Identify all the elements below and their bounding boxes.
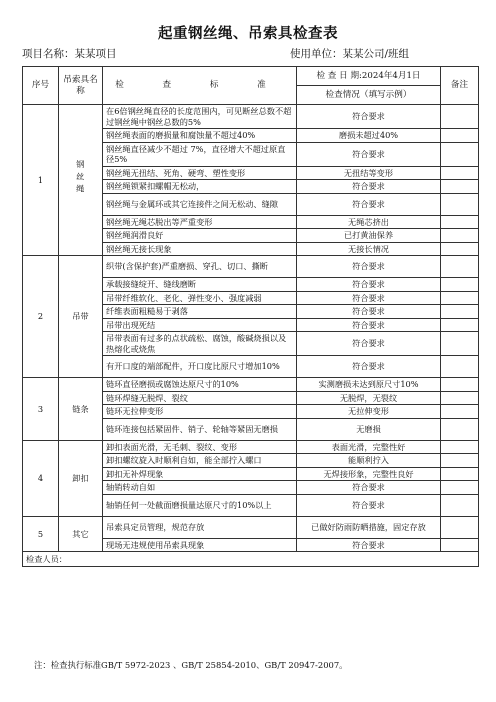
standard-cell: 吊带出现死结: [103, 318, 297, 332]
group-name-label: 钢丝绳: [75, 160, 86, 198]
group-name-label: 其它: [72, 528, 89, 539]
header-name: 吊索具名称: [59, 67, 103, 105]
standard-cell: 吊索具定员管理，规范存放: [103, 516, 297, 538]
standard-cell: 链环焊缝无脱焊、裂纹: [103, 391, 297, 405]
standard-cell: 纤维表面粗糙易于剥落: [103, 305, 297, 319]
remark-cell: [441, 318, 479, 332]
remark-cell: [441, 242, 479, 256]
inspector-label: 检查人员：: [23, 552, 479, 567]
remark-cell: [441, 229, 479, 243]
header-row: [23, 67, 479, 86]
standard-cell: 钢丝绳无接长现象: [103, 242, 297, 256]
result-cell: 符合要求: [297, 105, 441, 129]
project-name: 项目名称：某某项目: [22, 48, 117, 60]
remark-cell: [441, 516, 479, 538]
header-remark: 备注: [441, 67, 479, 105]
standard-cell: 在6倍钢丝绳直径的长度范围内，可见断丝总数不超过钢丝绳中钢丝总数的5%: [103, 105, 297, 129]
result-cell: 表面光滑，完整性好: [297, 440, 441, 454]
standard-cell: 钢丝绳直径减少不超过 7%，直径增大不超过原直径5%: [103, 142, 297, 166]
header-seq: 序号: [23, 67, 59, 105]
header-standard-label: 检 查 标 准: [115, 80, 284, 91]
standard-cell: 卸扣表面光滑，无毛刺、裂纹、变形: [103, 440, 297, 454]
result-cell: 能顺利拧入: [297, 454, 441, 468]
result-cell: 符合要求: [297, 278, 441, 292]
standard-cell: 钢丝绳润滑良好: [103, 229, 297, 243]
remark-cell: [441, 356, 479, 378]
standard-cell: 钢丝绳表面的磨损量和腐蚀量不超过40%: [103, 129, 297, 143]
table-body: [23, 67, 479, 552]
inspector-row: [23, 552, 479, 567]
result-cell: 无脱焊，无裂纹: [297, 391, 441, 405]
group-name-label: 卸扣: [72, 472, 89, 483]
standard-cell: 链环无拉伸变形: [103, 405, 297, 419]
result-cell: 符合要求: [297, 291, 441, 305]
group-name: [59, 378, 103, 441]
result-cell: 符合要求: [297, 142, 441, 166]
group-number: 1: [23, 105, 59, 256]
standard-cell: 卸扣无补焊现象: [103, 467, 297, 481]
remark-cell: [441, 256, 479, 278]
result-cell: 符合要求: [297, 180, 441, 194]
standard-cell: 织带(含保护套)严重磨损、穿孔、切口、撕断: [103, 256, 297, 278]
remark-cell: [441, 105, 479, 129]
remark-cell: [441, 418, 479, 440]
result-cell: 符合要求: [297, 356, 441, 378]
standard-cell: 钢丝绳与金属环或其它连接件之间无松动、缝隙: [103, 193, 297, 215]
remark-cell: [441, 391, 479, 405]
remark-cell: [441, 494, 479, 516]
standard-cell: 现场无违规使用吊索具现象: [103, 538, 297, 552]
header-status: 检查情况（填写示例）: [297, 86, 441, 105]
result-cell: 无磨损: [297, 418, 441, 440]
remark-cell: [441, 129, 479, 143]
result-cell: 符合要求: [297, 318, 441, 332]
group-name: [59, 256, 103, 378]
table-row: [23, 378, 479, 392]
group-name: [59, 105, 103, 256]
result-cell: 符合要求: [297, 481, 441, 495]
remark-cell: [441, 440, 479, 454]
group-name-label: 链条: [72, 403, 89, 414]
group-number: 4: [23, 440, 59, 516]
standard-cell: 链环连接包括紧固件、销子、轮轴等紧固无磨损: [103, 418, 297, 440]
header-date: 检 查 日 期:2024年4月1日: [297, 67, 441, 86]
result-cell: 已做好防雨防晒措施，固定存放: [297, 516, 441, 538]
user-unit: 使用单位：某某公司/班组: [290, 48, 410, 60]
result-cell: 磨损未超过40%: [297, 129, 441, 143]
result-cell: 无扭结等变形: [297, 166, 441, 180]
result-cell: 符合要求: [297, 332, 441, 356]
result-cell: 符合要求: [297, 193, 441, 215]
result-cell: 符合要求: [297, 494, 441, 516]
standard-cell: 轴销转动自如: [103, 481, 297, 495]
table-row: [23, 256, 479, 278]
group-number: 5: [23, 516, 59, 552]
standard-cell: 承载接缝绽开、缝线磨断: [103, 278, 297, 292]
remark-cell: [441, 405, 479, 419]
remark-cell: [441, 215, 479, 229]
result-cell: 已打黄油保养: [297, 229, 441, 243]
remark-cell: [441, 142, 479, 166]
group-name: [59, 516, 103, 552]
remark-cell: [441, 166, 479, 180]
standard-cell: 链环直径磨损或腐蚀达原尺寸的10%: [103, 378, 297, 392]
remark-cell: [441, 291, 479, 305]
group-name-label: 吊带: [72, 311, 89, 322]
standard-cell: 吊带表面有过多的点状疏松、腐蚀，酸碱烧损以及热熔化或烧焦: [103, 332, 297, 356]
page-title: 起重钢丝绳、吊索具检查表: [158, 26, 338, 42]
result-cell: 符合要求: [297, 538, 441, 552]
table-row: [23, 516, 479, 538]
result-cell: 无拉伸变形: [297, 405, 441, 419]
remark-cell: [441, 481, 479, 495]
standard-cell: 吊带纤维软化、老化、弹性变小、强度减弱: [103, 291, 297, 305]
standard-cell: 钢丝绳无扭结、死角、硬弯、塑性变形: [103, 166, 297, 180]
standard-cell: 钢丝绳无绳芯脱出等严重变形: [103, 215, 297, 229]
remark-cell: [441, 193, 479, 215]
remark-cell: [441, 454, 479, 468]
remark-cell: [441, 305, 479, 319]
result-cell: 无绳芯挤出: [297, 215, 441, 229]
footnote: 注：检查执行标准GB/T 5972-2023 、GB/T 25854-2010、GB/T 20947-2007。: [34, 660, 348, 670]
group-number: 2: [23, 256, 59, 378]
remark-cell: [441, 467, 479, 481]
remark-cell: [441, 378, 479, 392]
table-row: [23, 440, 479, 454]
group-name: [59, 440, 103, 516]
header-standard: [103, 67, 297, 105]
remark-cell: [441, 538, 479, 552]
result-cell: 无接长情况: [297, 242, 441, 256]
remark-cell: [441, 332, 479, 356]
result-cell: 符合要求: [297, 305, 441, 319]
standard-cell: 有开口度的端部配件，开口度比原尺寸增加10%: [103, 356, 297, 378]
standard-cell: 卸扣螺纹旋入时顺利自如，能全部拧入螺口: [103, 454, 297, 468]
table-row: [23, 105, 479, 129]
result-cell: 无焊接形象，完整性良好: [297, 467, 441, 481]
remark-cell: [441, 278, 479, 292]
remark-cell: [441, 180, 479, 194]
inspection-table: [22, 66, 479, 567]
result-cell: 符合要求: [297, 256, 441, 278]
standard-cell: 钢丝绳锁紧扣螺帽无松动，: [103, 180, 297, 194]
group-number: 3: [23, 378, 59, 441]
result-cell: 实测磨损未达到原尺寸10%: [297, 378, 441, 392]
standard-cell: 轴销任何一处截面磨损量达原尺寸的10%以上: [103, 494, 297, 516]
